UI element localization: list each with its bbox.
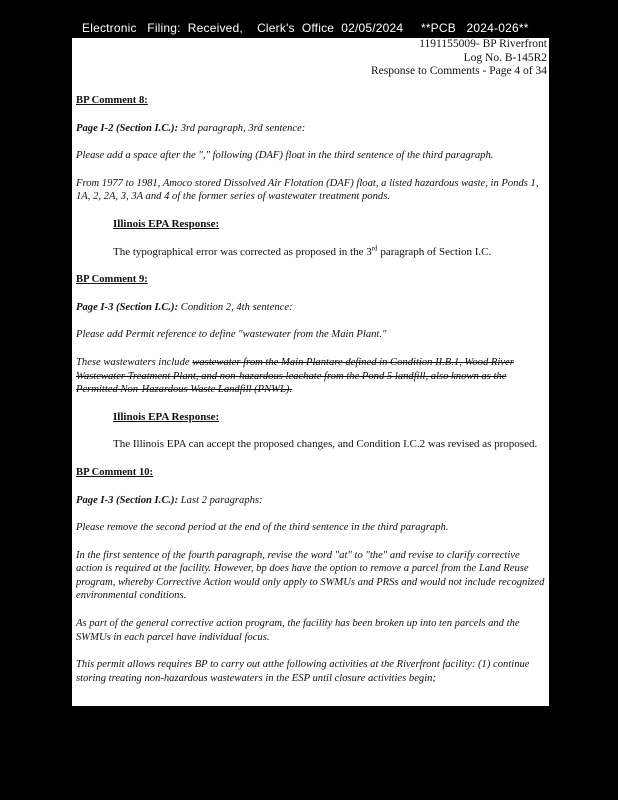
comment-10-paragraph-1: In the first sentence of the fourth paragraph, revise the word "at" to "the" and revise to clarify corrective action is required at the facility. However, bp does have the option to remove a parcel from the Land Reuse program, whereby Corrective Action would only apply to SWMUs and PRSs and would not include recognized environmental conditions. [76,549,545,602]
comment-8-location-text: 3rd paragraph, 3rd sentence: [178,122,306,134]
comment-10-paragraph-3: This permit allows requires BP to carry out atthe following activities at the Riverfront facility: (1) continue storing treating non-hazardous wastewaters in the ESP until closure activities begin; [76,659,530,684]
comment-10-request: Please remove the second period at the end of the third sentence in the third paragraph. [76,522,449,534]
comment-10-heading: BP Comment 10: [76,466,154,478]
comment-8-quote: From 1977 to 1981, Amoco stored Dissolved Air Flotation (DAF) float, a listed hazardous waste, in Ponds 1, 1A, 2, 2A, 3, 3A and 4 of the former series of wastewater treatment ponds. [76,177,539,203]
comment-9-response-heading: Illinois EPA Response: [113,410,220,423]
comment-8-heading: BP Comment 8: [76,95,148,106]
document-body [76,94,546,685]
comment-9-location-label: Page I-3 (Section I.C.): [76,301,179,313]
comment-8-request: Please add a space after the "," following (DAF) float in the third sentence of the third paragraph. [76,150,494,162]
filing-stamp: Electronic Filing: Received, Clerk's Office 02/05/2024 **PCB 2024-026** [82,21,529,35]
comment-9-location-text: Condition 2, 4th sentence: [178,301,293,313]
comment-9-location [76,301,546,315]
comment-9-request: Please add Permit reference to define "wastewater from the Main Plant." [76,329,387,341]
comment-10-location-label: Page I-3 (Section I.C.): [76,494,179,506]
comment-10-paragraph-2: As part of the general corrective action program, the facility has been broken up into ten parcels and the SWMUs in each parcel have individual focus. [76,618,520,643]
comment-9-response: The Illinois EPA can accept the proposed changes, and Condition I.C.2 was revised as proposed. [113,438,538,451]
document-page [72,38,549,706]
comment-9-struck-text: wastewater from the Main Plantare defined in Condition II.B.1, Wood River Wastewater Treatment Plant, and non-hazardous leachate from the Pond 5 landfill, also known as the Permitted Non-Hazardous Waste Landfill (PNWL). [76,356,514,396]
comment-9-heading: BP Comment 9: [76,274,148,286]
comment-8-location-label: Page I-2 (Section I.C.): [76,122,179,134]
header-facility: 1191155009- BP Riverfront [419,38,547,50]
header-log-number: Log No. B-145R2 [463,51,547,64]
comment-10-location-text: Last 2 paragraphs: [178,494,263,506]
comment-8-location [76,122,546,136]
comment-8-response-heading: Illinois EPA Response: [113,217,220,230]
comment-9-quote [76,356,546,397]
comment-9-quote-text: These wastewaters include [76,356,193,368]
comment-8-response-part-a: The typographical error was corrected as proposed in the 3 [113,245,372,258]
comment-10-location [76,494,546,508]
comment-8-response-superscript: rd [371,243,378,252]
comment-8-response-part-b: paragraph of Section I.C. [377,245,492,258]
comment-8-response [113,243,546,260]
header-page-info: Response to Comments - Page 4 of 34 [371,65,547,78]
page-header [371,38,547,79]
